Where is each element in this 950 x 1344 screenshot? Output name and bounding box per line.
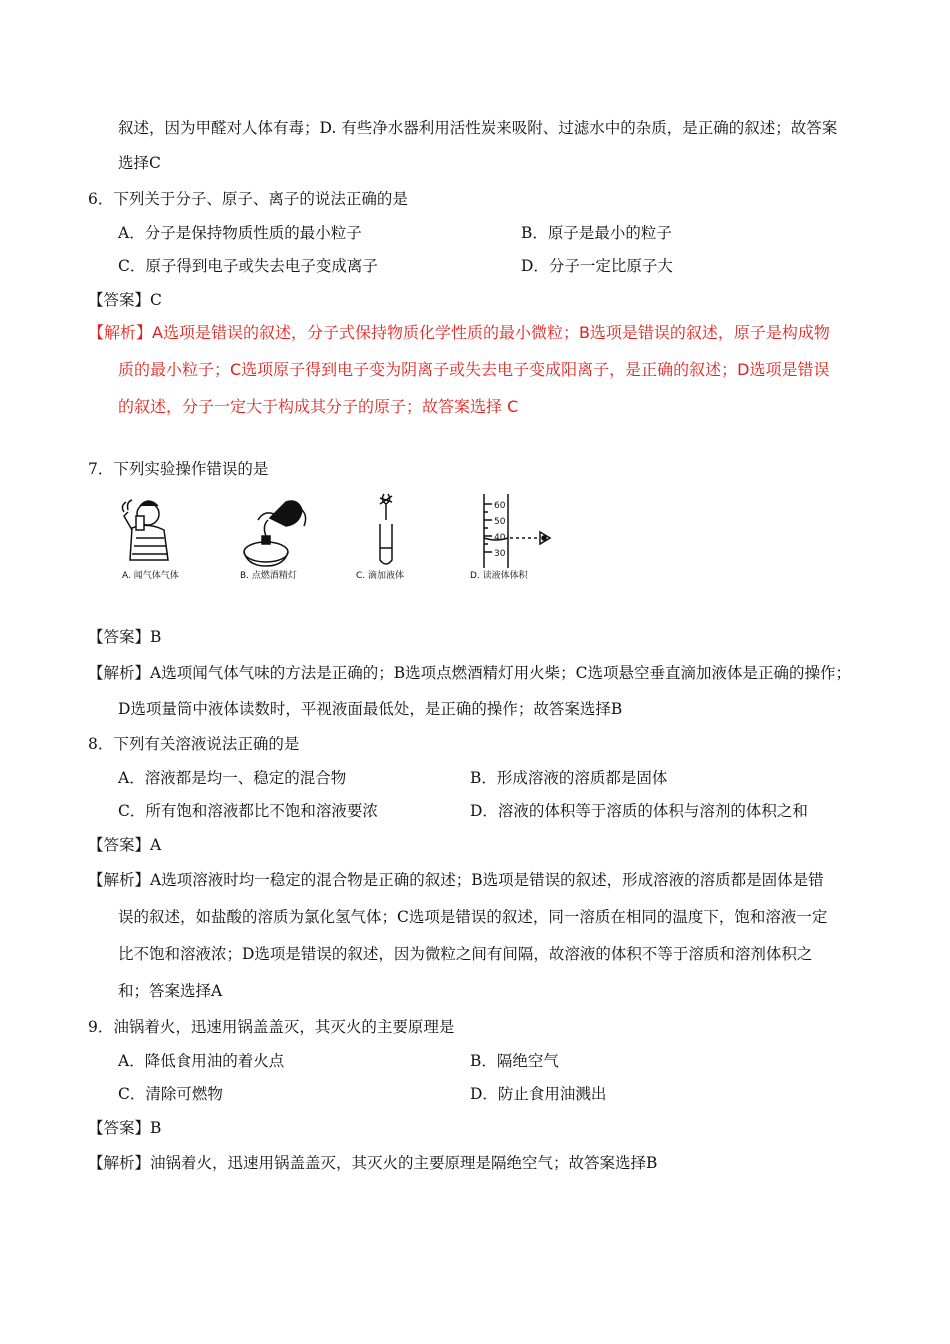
- q6-option-b: B．原子是最小的粒子: [521, 224, 672, 242]
- q8-answer: 【答案】A: [88, 836, 162, 854]
- q6-option-c: C．原子得到电子或失去电子变成离子: [118, 257, 378, 275]
- caption-c: C. 滴加液体: [356, 571, 405, 581]
- q7-analysis-line-2: D选项量筒中液体读数时，平视液面最低处，是正确的操作；故答案选择B: [118, 700, 623, 718]
- caption-d: D. 读液体体积: [470, 571, 528, 581]
- caption-a: A. 闻气体气体: [122, 571, 179, 581]
- q8-option-d: D．溶液的体积等于溶质的体积与溶剂的体积之和: [470, 802, 808, 820]
- smelling-gas-illustration: [122, 500, 168, 560]
- q8-option-b: B．形成溶液的溶质都是固体: [470, 769, 668, 787]
- q9-answer: 【答案】B: [88, 1119, 162, 1137]
- q7-answer: 【答案】B: [88, 628, 162, 646]
- dropper-test-tube-illustration: [380, 494, 392, 564]
- q6-stem: 6．下列关于分子、原子、离子的说法正确的是: [88, 190, 408, 208]
- q7-analysis-line-1: 【解析】A选项闻气体气味的方法是正确的；B选项点燃酒精灯用火柴；C选项悬空垂直滴加液体是正确的操作；: [88, 664, 851, 682]
- q6-option-a: A．分子是保持物质性质的最小粒子: [118, 224, 362, 242]
- q8-analysis-line-1: 【解析】A选项溶液时均一稳定的混合物是正确的叙述；B选项是错误的叙述，形成溶液的溶质都是固体是错: [88, 871, 824, 889]
- q6-analysis-line-1: 【解析】A选项是错误的叙述，分子式保持物质化学性质的最小微粒；B选项是错误的叙述，原子是构成物: [88, 323, 830, 342]
- q6-answer: 【答案】C: [88, 291, 162, 309]
- q6-analysis-line-2: 质的最小粒子；C选项原子得到电子变为阴离子或失去电子变成阳离子，是正确的叙述；D选项是错误: [118, 360, 830, 379]
- tick-50: 50: [494, 517, 506, 527]
- q9-option-d: D．防止食用油溅出: [470, 1085, 607, 1103]
- q9-stem: 9．油锅着火，迅速用锅盖盖灭，其灭火的主要原理是: [88, 1018, 455, 1036]
- q9-option-a: A．降低食用油的着火点: [118, 1052, 285, 1070]
- tick-40: 40: [494, 533, 506, 543]
- caption-b: B. 点燃酒精灯: [240, 571, 297, 581]
- lab-operations-figure: [118, 490, 578, 590]
- intro-line-2: 选择C: [118, 154, 161, 172]
- intro-line-1: 叙述，因为甲醛对人体有毒；D. 有些净水器利用活性炭来吸附、过滤水中的杂质，是正确的叙述；故答案: [118, 119, 838, 137]
- q8-option-c: C．所有饱和溶液都比不饱和溶液要浓: [118, 802, 378, 820]
- q9-option-b: B．隔绝空气: [470, 1052, 559, 1070]
- tick-60: 60: [494, 501, 506, 511]
- q6-analysis-line-3: 的叙述，分子一定大于构成其分子的原子；故答案选择 C: [118, 397, 519, 416]
- q8-analysis-line-2: 误的叙述，如盐酸的溶质为氯化氢气体；C选项是错误的叙述，同一溶质在相同的温度下，饱和溶液一定: [118, 908, 828, 926]
- q7-stem: 7．下列实验操作错误的是: [88, 460, 269, 478]
- q6-option-d: D．分子一定比原子大: [521, 257, 673, 275]
- q8-analysis-line-3: 比不饱和溶液浓；D选项是错误的叙述，因为微粒之间有间隔，故溶液的体积不等于溶质和溶剂体积之: [118, 945, 813, 963]
- alcohol-lamp-illustration: [244, 501, 306, 566]
- q8-analysis-line-4: 和；答案选择A: [118, 982, 223, 1000]
- q8-stem: 8．下列有关溶液说法正确的是: [88, 735, 300, 753]
- q8-option-a: A．溶液都是均一、稳定的混合物: [118, 769, 347, 787]
- tick-30: 30: [494, 549, 506, 559]
- q9-option-c: C．清除可燃物: [118, 1085, 223, 1103]
- q9-analysis-line-1: 【解析】油锅着火，迅速用锅盖盖灭，其灭火的主要原理是隔绝空气；故答案选择B: [88, 1154, 658, 1172]
